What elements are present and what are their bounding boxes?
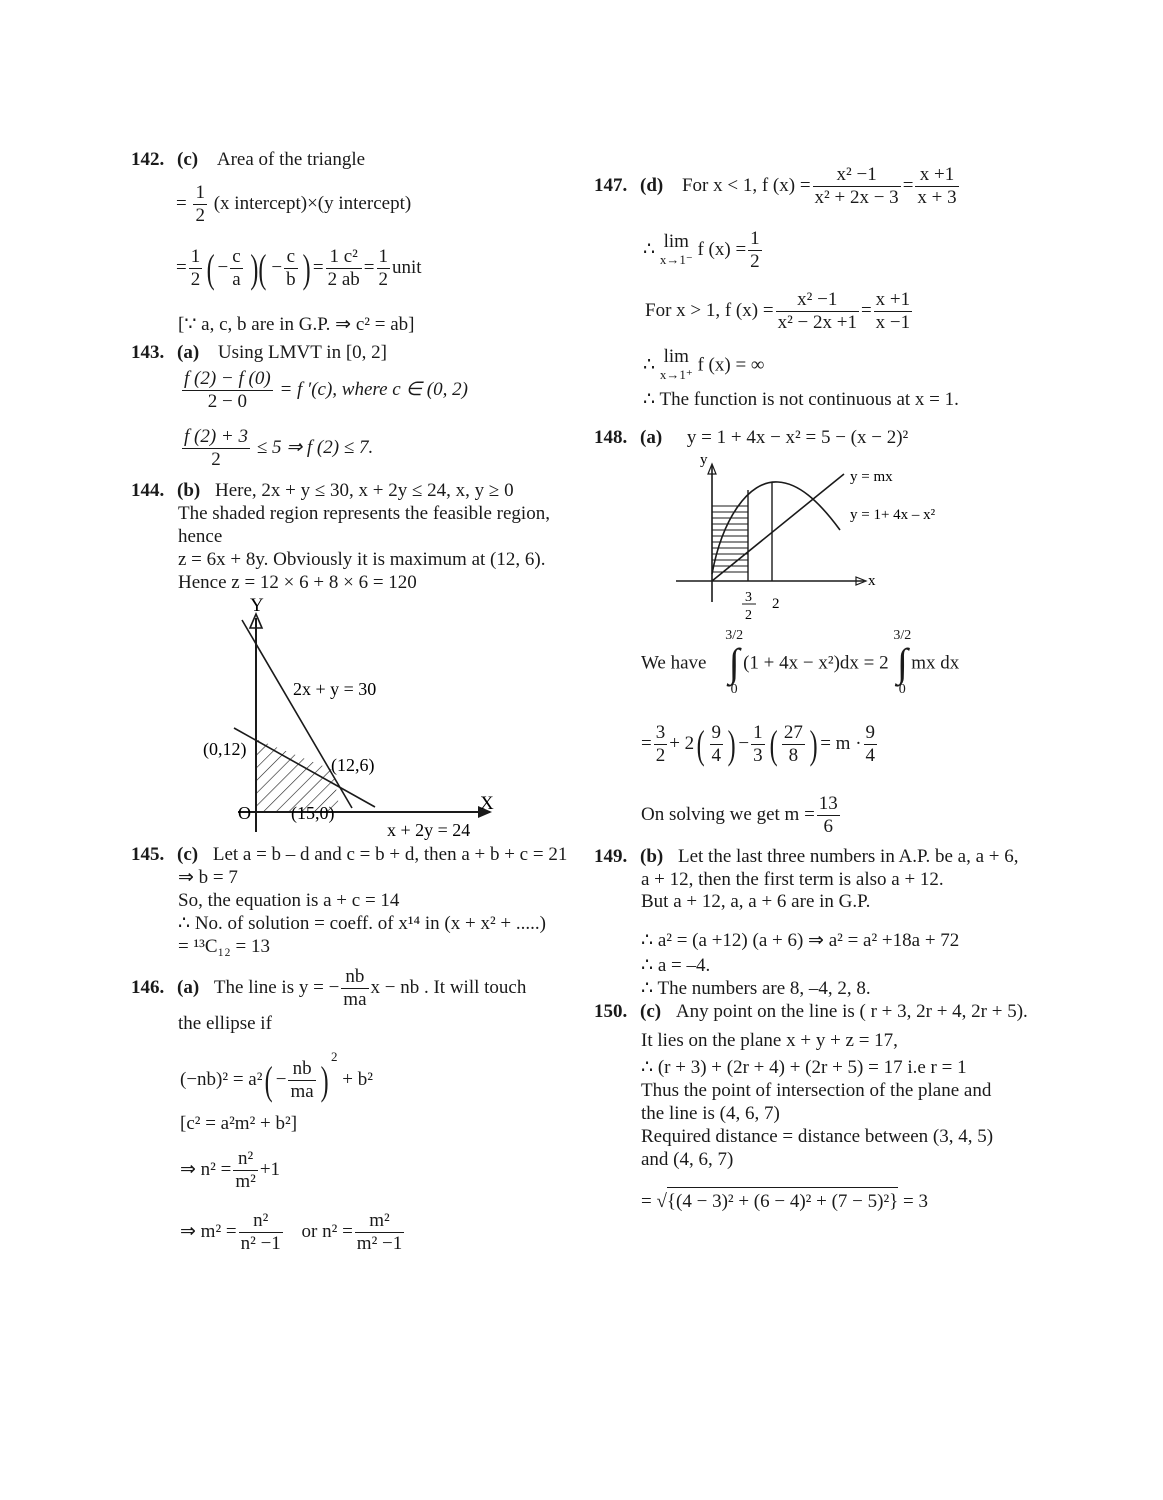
q145-text: = ¹³C₁₂ = 13: [178, 936, 270, 957]
answer-key: (b): [177, 480, 201, 501]
point-12-6: (12,6): [331, 755, 375, 775]
q142-note: [∵ a, c, b are in G.P. ⇒ c² = ab]: [178, 314, 415, 335]
q148-header: 148. (a) y = 1 + 4x − x² = 5 − (x − 2)²: [594, 427, 909, 448]
point-15-0: (15,0): [291, 803, 335, 823]
q142-title: Area of the triangle: [216, 149, 366, 170]
line2-label: x + 2y = 24: [387, 820, 471, 840]
q149-eq1: ∴ a² = (a +12) (a + 6) ⇒ a² = a² +18a + 72: [641, 930, 960, 951]
question-number: 144.: [131, 480, 165, 501]
question-number: 142.: [131, 149, 165, 170]
question-number: 148.: [594, 427, 628, 448]
question-number: 147.: [594, 174, 628, 196]
q146-eq2: [c² = a²m² + b²]: [180, 1113, 298, 1134]
q143-eq1: $\frac{f (2) - f (0)}{2 - 0}$ = f ′(c), where c ∈ (0, 2): [184, 368, 468, 412]
question-number: 145.: [131, 844, 165, 865]
q150-text: Required distance = distance between (3, 4, 5): [641, 1126, 994, 1147]
q143-header: [131, 341, 387, 364]
q149-header: 149. (b) Let the last three numbers in A.P. be a, a + 6,: [594, 846, 1019, 867]
answer-key: (c): [177, 149, 199, 170]
q145-text: ⇒ b = 7: [178, 867, 238, 888]
y-axis-label: y: [700, 452, 708, 468]
q146-header: 146. (a) The line is y = − $\frac{nb}{ma}$ x − nb . It will touch: [131, 966, 527, 1010]
q146-eq4: ⇒ m² = $\frac{\text{n²}}{\text{n² −1}}$ or n² = $\frac{\text{m²}}{\text{m² −1}}$: [180, 1210, 403, 1254]
q150-header: 150. (c) Any point on the line is ( r + 3, 2r + 4, 2r + 5).: [594, 1001, 1028, 1022]
q144-text: z = 6x + 8y. Obviously it is maximum at (12, 6).: [178, 549, 546, 570]
line1-label: 2x + y = 30: [293, 679, 377, 699]
point-0-12: (0,12): [203, 739, 247, 759]
q142-eq2: = $\frac{1}{2}$ ( − $\frac{c}{a}$ )( − $\frac{c}{b}$ ) = $\frac{\text{1 c²}}{2 ab}$ = $\frac{1}{2}$ unit: [176, 245, 422, 291]
origin-label: O: [238, 803, 251, 823]
y-axis-label: Y: [250, 595, 264, 616]
answer-key: (c): [177, 844, 199, 865]
q144-text: hence: [178, 526, 223, 547]
x-axis-label: x: [868, 573, 876, 589]
q145-text: So, the equation is a + c = 14: [178, 890, 400, 911]
q145-header: 145. (c) Let a = b – d and c = b + d, then a + b + c = 21: [131, 844, 568, 865]
q149-eq3: ∴ The numbers are 8, –4, 2, 8.: [641, 978, 871, 999]
q148-graph: [668, 450, 968, 630]
q146-text: the ellipse if: [178, 1013, 272, 1034]
q147-eq3: For x > 1, f (x) = $\frac{\text{x² −1}}{\text{x² − 2x +1}}$ = $\frac{x +1}{x -1}$: [645, 289, 911, 333]
question-number: 150.: [594, 1001, 628, 1022]
answer-key: (a): [177, 976, 200, 998]
answer-key: (c): [640, 1001, 662, 1022]
q150-text: Thus the point of intersection of the plane and: [641, 1080, 992, 1101]
question-number: 149.: [594, 846, 628, 867]
q145-text: ∴ No. of solution = coeff. of x¹⁴ in (x + x² + .....): [178, 913, 546, 934]
q149-eq2: ∴ a = –4.: [641, 955, 711, 976]
q147-header: 147. (d) For x < 1, f (x) = $\frac{\text{x² −1}}{\text{x² + 2x − 3}}$ = $\frac{x +1}{x + 3}$: [594, 164, 957, 208]
q144-header: 144. (b) Here, 2x + y ≤ 30, x + 2y ≤ 24, x, y ≥ 0: [131, 480, 514, 501]
q149-text: a + 12, then the first term is also a + 12.: [641, 869, 944, 890]
q148-solve: On solving we get m = $\frac{13}{6}$: [641, 793, 838, 837]
q147-conclusion: ∴ The function is not continuous at x = 1.: [643, 389, 959, 410]
q150-text: It lies on the plane x + y + z = 17,: [641, 1030, 898, 1051]
tick-3-2-num: 3: [745, 590, 752, 605]
x-axis-label: X: [480, 793, 494, 814]
answer-key: (b): [640, 846, 664, 867]
answer-key: (a): [640, 427, 663, 448]
q147-limit-right: ∴ lim x→1⁺ f (x) = ∞: [643, 346, 765, 382]
q143-title: Using LMVT in [0, 2]: [217, 342, 387, 363]
q148-eq2: = $\frac{3}{2}$ + 2( $\frac{9}{4}$ ) − $\frac{1}{3}$ ( $\frac{27}{8}$ ) = m · $\frac{9}{4}$: [641, 721, 876, 767]
q144-text: The shaded region represents the feasible region,: [178, 503, 550, 524]
answer-key: (d): [640, 174, 664, 196]
q142-header: [131, 148, 365, 171]
parabola-label: y = 1+ 4x – x²: [850, 507, 936, 523]
q150-text: ∴ (r + 3) + (2r + 4) + (2r + 5) = 17 i.e r = 1: [641, 1057, 967, 1078]
q150-final: = √{(4 − 3)² + (6 − 4)² + (7 − 5)²} = 3: [641, 1187, 928, 1213]
tick-2: 2: [772, 596, 780, 612]
q147-limit-left: ∴ lim x→1⁻ f (x) = $\frac{1}{2}$: [643, 228, 760, 272]
question-number: 143.: [131, 342, 165, 363]
answer-key: (a): [177, 342, 200, 363]
tick-3-2-den: 2: [745, 608, 752, 623]
q143-eq2: $\frac{f (2) + 3}{2}$ ≤ 5 ⇒ f (2) ≤ 7.: [184, 426, 374, 470]
q142-eq1: = $\frac{1}{2}$ (x intercept)×(y intercept): [176, 182, 412, 226]
q150-text: and (4, 6, 7): [641, 1149, 734, 1170]
q146-eq3: ⇒ n² = $\frac{\text{n²}}{\text{m²}}$ +1: [180, 1148, 281, 1192]
line-label: y = mx: [850, 469, 893, 485]
q150-text: the line is (4, 6, 7): [641, 1103, 780, 1124]
q148-integral: We have 3/2 ∫ 0(1 + 4x − x²)dx = 2 3/2 ∫ 0mx dx: [641, 628, 960, 697]
q149-text: But a + 12, a, a + 6 are in G.P.: [641, 891, 871, 912]
q146-eq1: (−nb)² = a²( − $\frac{nb}{ma}$ )$^2$ + b²: [180, 1049, 373, 1103]
feasible-region: [256, 739, 340, 812]
question-number: 146.: [131, 976, 165, 998]
q144-graph: [190, 592, 520, 844]
q144-text: Hence z = 12 × 6 + 8 × 6 = 120: [178, 572, 417, 593]
